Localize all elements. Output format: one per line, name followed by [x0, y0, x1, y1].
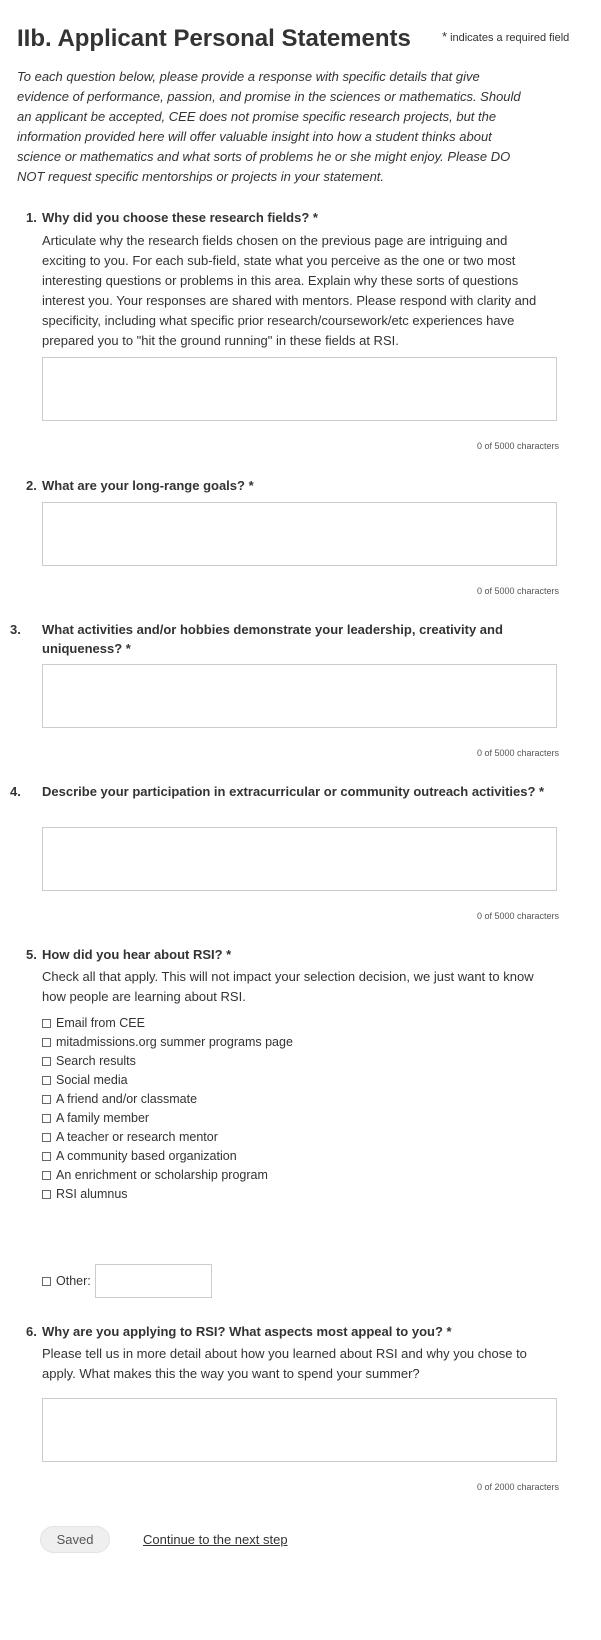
question-2-char-count: 0 of 5000 characters [476, 586, 559, 596]
question-3-heading [10, 620, 577, 658]
question-6-heading [26, 1322, 561, 1341]
required-star: * [442, 29, 448, 44]
question-2-answer[interactable] [42, 502, 557, 566]
checkbox-box[interactable] [42, 1038, 51, 1047]
question-2-text: What are your long-range goals? * [42, 478, 254, 493]
other-source-input[interactable] [95, 1264, 212, 1298]
checkbox-label: A community based organization [56, 1149, 237, 1163]
question-6-help: Please tell us in more detail about how you learned about RSI and why you chose to apply. What makes this the way you want to spend your summer? [42, 1346, 527, 1381]
saved-button[interactable]: Saved [40, 1526, 110, 1553]
question-6-answer[interactable] [42, 1398, 557, 1462]
checkbox-box[interactable] [42, 1171, 51, 1180]
checkbox-label: Social media [56, 1073, 128, 1087]
checkbox-option[interactable] [42, 1052, 136, 1070]
checkbox-label: Email from CEE [56, 1016, 145, 1030]
checkbox-label: RSI alumnus [56, 1187, 128, 1201]
checkbox-box[interactable] [42, 1133, 51, 1142]
question-5-text: How did you hear about RSI? * [42, 947, 232, 962]
checkbox-label: A family member [56, 1111, 150, 1125]
checkbox-option[interactable] [42, 1147, 237, 1165]
checkbox-box[interactable] [42, 1152, 51, 1161]
question-4-char-count: 0 of 5000 characters [476, 911, 559, 921]
checkbox-box[interactable] [42, 1277, 51, 1286]
checkbox-option[interactable] [42, 1033, 293, 1051]
checkbox-option[interactable] [42, 1128, 218, 1146]
question-6-number: 6. [26, 1324, 37, 1339]
question-1-help: Articulate why the research fields chosen on the previous page are intriguing and exciting to you. For each sub-field, state what you perceive as the one or two most interesting questions or problems in this area. Explain why these sorts of questions interest you. Your responses are shared with mentors. Please respond with clarity and specificity, including what specific prior research/coursework/etc experiences have prepared you to "hit the ground running" in these fields at RSI. [42, 233, 537, 348]
page-title: IIb. Applicant Personal Statements [17, 25, 411, 52]
question-5-heading [26, 945, 561, 964]
checkbox-box[interactable] [42, 1114, 51, 1123]
checkbox-option[interactable] [42, 1090, 197, 1108]
checkbox-box[interactable] [42, 1190, 51, 1199]
checkbox-box[interactable] [42, 1076, 51, 1085]
checkbox-option[interactable] [42, 1071, 128, 1089]
question-3-text: What activities and/or hobbies demonstrate your leadership, creativity and uniqueness? * [42, 622, 503, 656]
checkbox-box[interactable] [42, 1019, 51, 1028]
question-1-answer[interactable] [42, 357, 557, 421]
question-6-text: Why are you applying to RSI? What aspects most appeal to you? * [42, 1324, 452, 1339]
checkbox-option[interactable] [42, 1014, 145, 1032]
question-5-help: Check all that apply. This will not impact your selection decision, we just want to know how people are learning about RSI. [42, 969, 534, 1004]
checkbox-option[interactable] [42, 1166, 268, 1184]
question-4-number: 4. [10, 784, 21, 799]
checkbox-label: Search results [56, 1054, 136, 1068]
checkbox-option[interactable] [42, 1109, 149, 1127]
checkbox-label: A teacher or research mentor [56, 1130, 218, 1144]
required-field-note [442, 29, 569, 44]
checkbox-label-other: Other: [56, 1274, 91, 1288]
checkbox-label: An enrichment or scholarship program [56, 1168, 268, 1182]
question-4-heading [10, 782, 577, 801]
question-4-text: Describe your participation in extracurricular or community outreach activities? * [42, 784, 545, 799]
checkbox-label: A friend and/or classmate [56, 1092, 198, 1106]
intro-text: To each question below, please provide a response with specific details that give evidence of performance, passion, and promise in the sciences or mathematics. Should an applicant be accepted, CEE does not promise specific research projects, but the information provided here will offer valuable insight into how a student thinks about science or mathematics and what sorts of problems he or she might enjoy. Please DO NOT request specific mentorships or projects in your statement. [17, 69, 521, 184]
question-4-answer[interactable] [42, 827, 557, 891]
checkbox-box[interactable] [42, 1095, 51, 1104]
question-6-char-count: 0 of 2000 characters [476, 1482, 559, 1492]
question-1-text: Why did you choose these research fields? * [42, 210, 318, 225]
checkbox-option[interactable] [42, 1185, 128, 1203]
question-2-heading [26, 476, 561, 495]
question-3-char-count: 0 of 5000 characters [476, 748, 559, 758]
question-3-number: 3. [10, 622, 21, 637]
required-note-text: indicates a required field [450, 32, 570, 44]
question-1-number: 1. [26, 210, 37, 225]
question-2-number: 2. [26, 478, 37, 493]
checkbox-option-other[interactable] [42, 1272, 91, 1290]
checkbox-label: mitadmissions.org summer programs page [56, 1035, 293, 1049]
question-1-heading [26, 208, 561, 227]
question-5-number: 5. [26, 947, 37, 962]
checkbox-box[interactable] [42, 1057, 51, 1066]
question-3-answer[interactable] [42, 664, 557, 728]
continue-link[interactable]: Continue to the next step [143, 1532, 288, 1547]
question-1-char-count: 0 of 5000 characters [476, 441, 559, 451]
